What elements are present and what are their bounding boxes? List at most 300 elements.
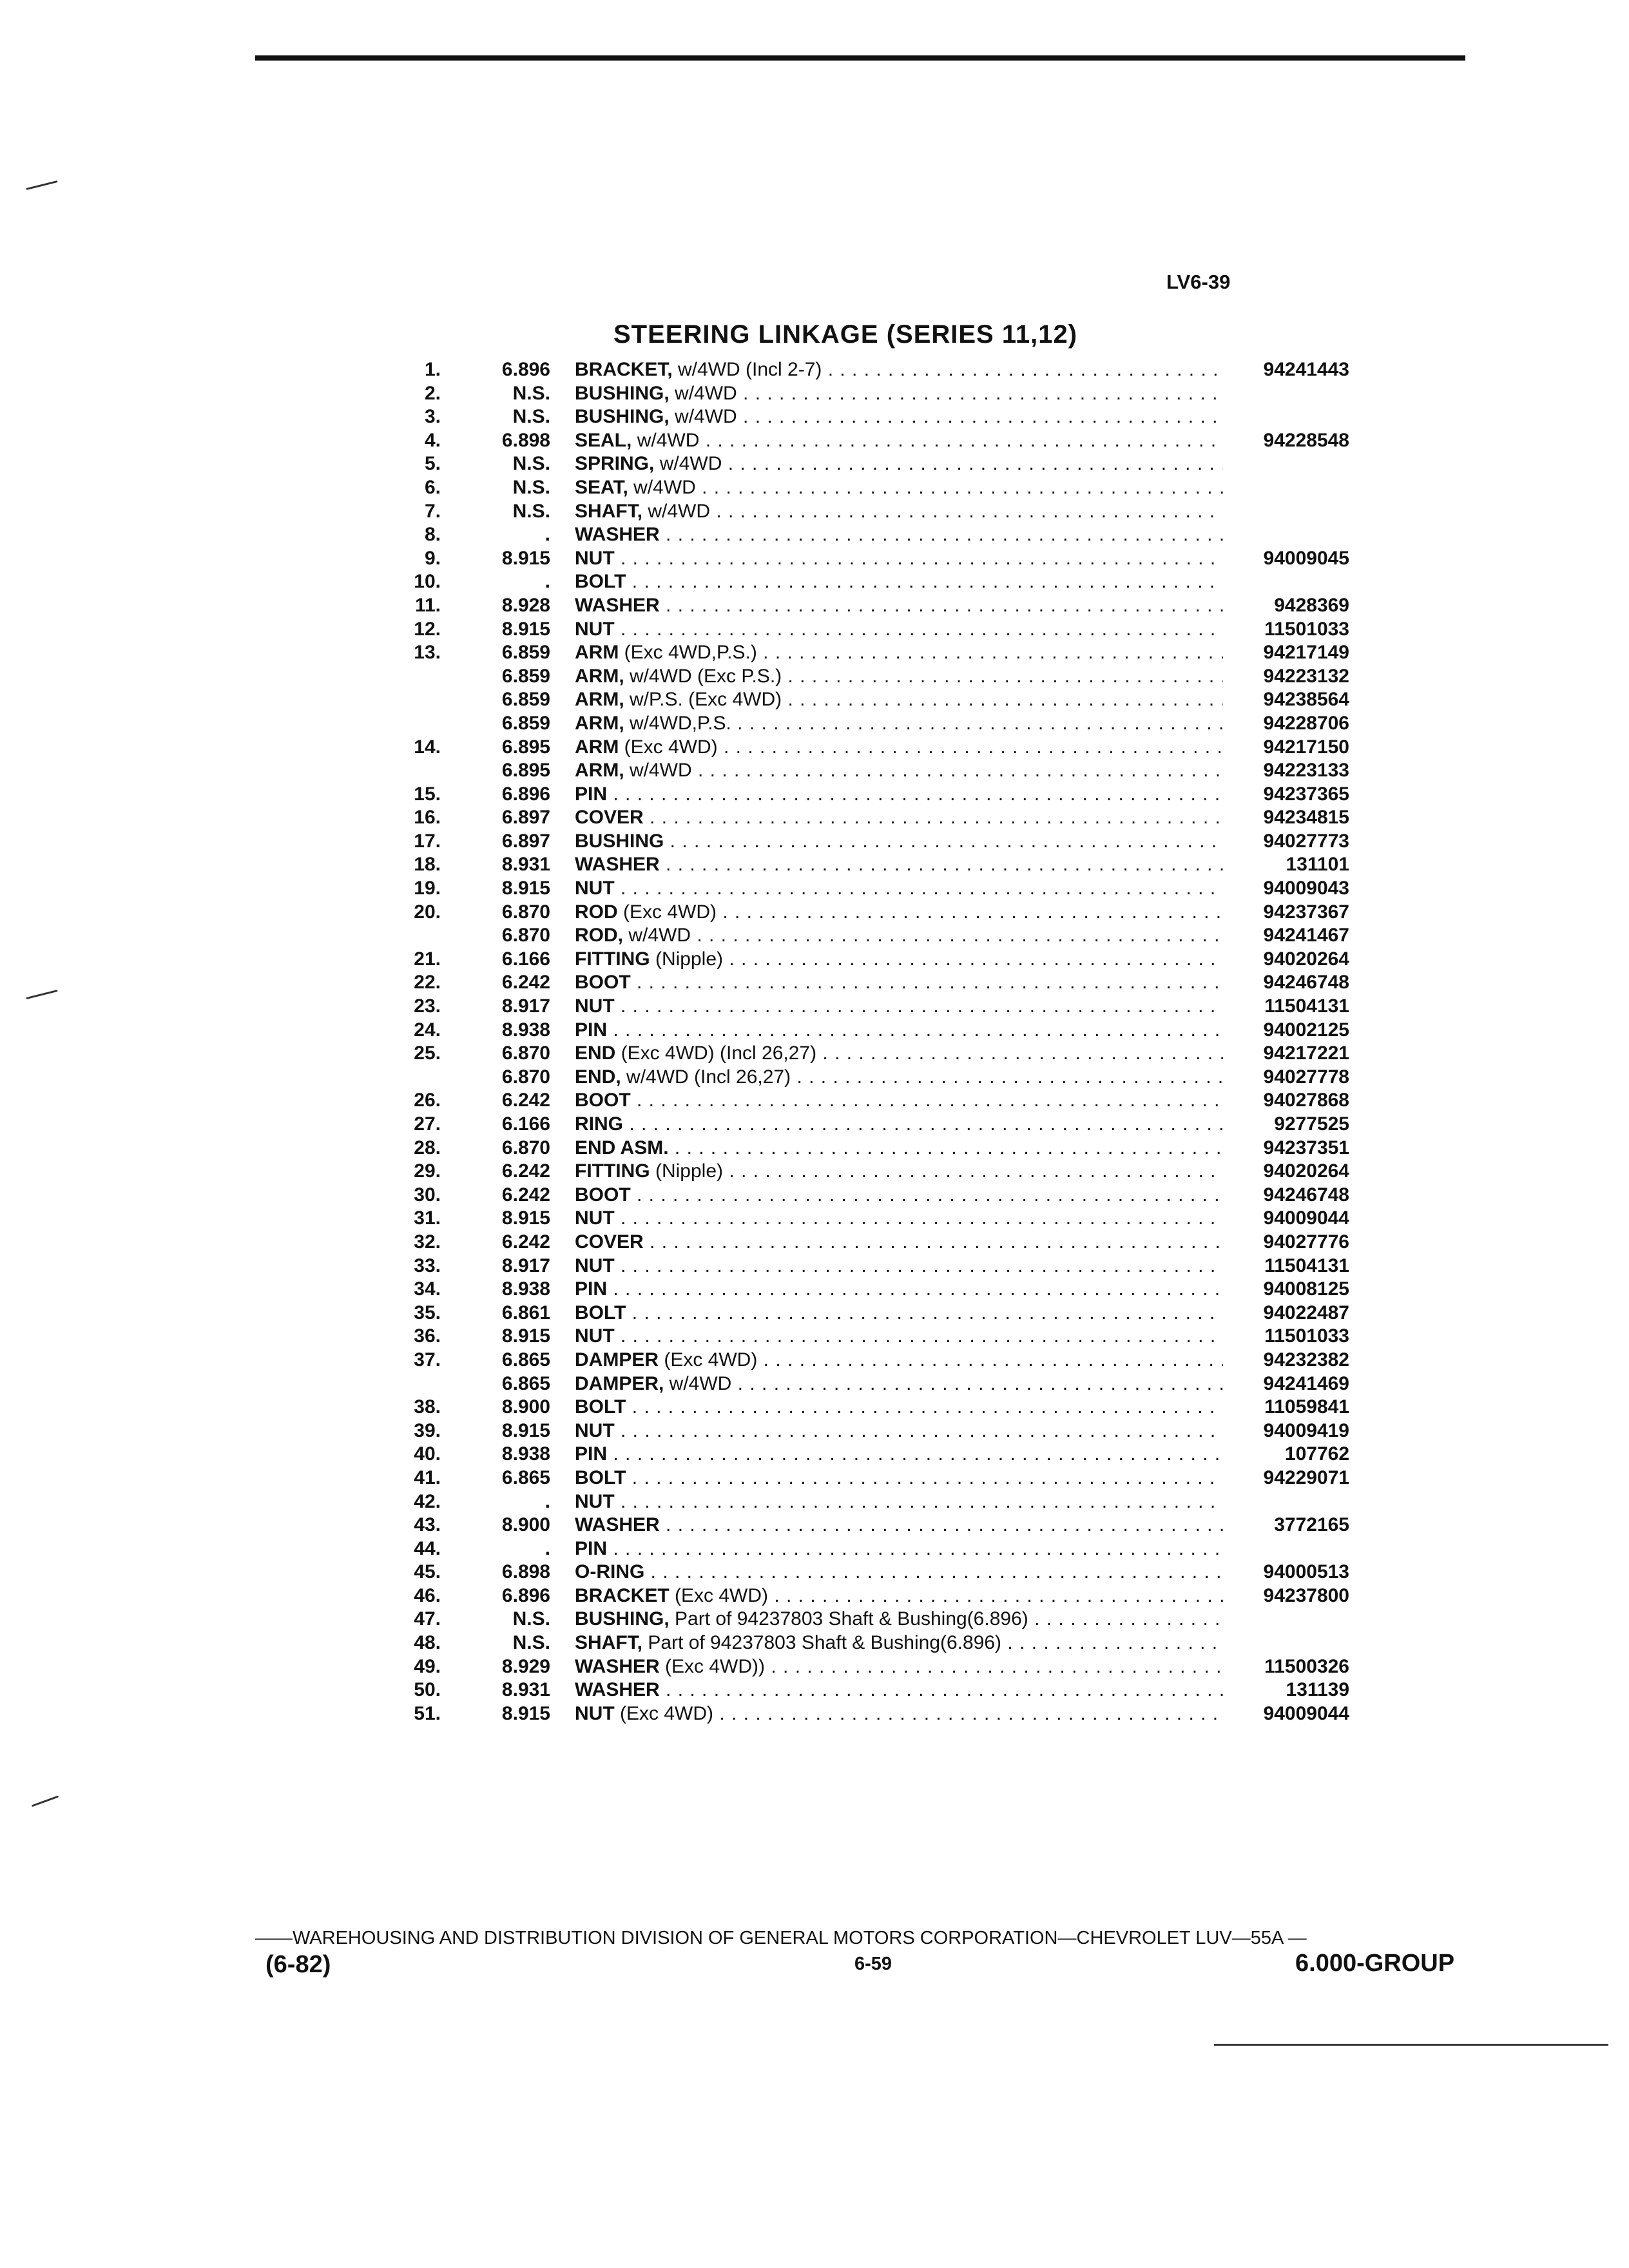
- part-row: [374, 1372, 1379, 1396]
- group-number: 6.859: [501, 642, 550, 664]
- description-cell: [575, 1325, 1223, 1348]
- group-number: 6.895: [501, 736, 550, 758]
- part-number: 94228706: [1263, 712, 1349, 734]
- item-number: 43.: [414, 1514, 441, 1536]
- description-cell: [575, 1372, 1223, 1396]
- part-name: ARM,: [575, 689, 624, 711]
- part-name: NUT: [575, 547, 615, 569]
- part-row: [374, 1302, 1379, 1325]
- part-description: [575, 1538, 607, 1559]
- part-row: [374, 1137, 1379, 1160]
- part-row: [374, 1066, 1379, 1090]
- part-number: 94228548: [1263, 429, 1349, 451]
- margin-mark: [26, 180, 57, 190]
- part-row: [374, 405, 1379, 429]
- part-row: [374, 688, 1379, 712]
- part-name: END,: [575, 1066, 621, 1088]
- part-number: 94009045: [1263, 547, 1349, 569]
- item-number: 27.: [414, 1113, 441, 1135]
- group-number: 8.917: [501, 1254, 550, 1276]
- group-number: 8.938: [501, 1443, 550, 1465]
- part-row: [374, 570, 1379, 594]
- part-number: 94246748: [1263, 1184, 1349, 1206]
- part-number: 94241469: [1263, 1372, 1349, 1394]
- part-name: ARM,: [575, 665, 624, 687]
- item-number: 13.: [414, 642, 441, 664]
- description-cell: [575, 1678, 1223, 1702]
- part-name: PIN: [575, 1019, 608, 1041]
- part-qualifier: w/4WD: [664, 1372, 732, 1394]
- part-row: [374, 736, 1379, 760]
- item-number: 1.: [424, 359, 441, 380]
- item-number: 6.: [424, 476, 441, 498]
- description-cell: [575, 358, 1223, 381]
- description-cell: [575, 405, 1223, 428]
- part-description: [575, 1608, 1028, 1629]
- item-number: 33.: [414, 1254, 441, 1276]
- footer-date: (6-82): [265, 1951, 331, 1978]
- part-description: [575, 1679, 660, 1700]
- part-number: 94009044: [1263, 1207, 1349, 1229]
- description-cell: [575, 382, 1223, 405]
- group-number: 6.242: [501, 1090, 550, 1111]
- description-cell: [575, 712, 1223, 735]
- description-cell: [575, 1561, 1223, 1584]
- item-number: 25.: [414, 1043, 441, 1064]
- part-number: 94022487: [1263, 1302, 1349, 1323]
- description-cell: [575, 523, 1223, 546]
- part-number: 11504131: [1264, 1254, 1349, 1276]
- description-cell: [575, 924, 1223, 947]
- item-number: 9.: [424, 547, 441, 569]
- part-qualifier: (Exc 4WD): [617, 901, 717, 923]
- group-number: 6.870: [501, 1066, 550, 1088]
- part-number: 94020264: [1263, 948, 1349, 970]
- part-description: [575, 1703, 713, 1724]
- part-name: BOOT: [575, 972, 631, 994]
- part-name: WASHER: [575, 1514, 660, 1536]
- part-name: ROD: [575, 901, 618, 923]
- part-qualifier: w/P.S. (Exc 4WD): [624, 689, 782, 711]
- group-number: 6.870: [501, 925, 550, 947]
- part-row: [374, 523, 1379, 547]
- description-cell: [575, 1278, 1223, 1301]
- part-number: 131139: [1286, 1679, 1349, 1701]
- item-number: 42.: [414, 1490, 441, 1512]
- part-description: [575, 760, 692, 781]
- part-row: [374, 806, 1379, 830]
- part-row: [374, 1466, 1379, 1490]
- description-cell: [575, 1537, 1223, 1561]
- part-name: NUT: [575, 878, 615, 899]
- part-description: [575, 524, 660, 545]
- part-row: [374, 877, 1379, 901]
- part-name: PIN: [575, 1443, 608, 1465]
- description-cell: [575, 1207, 1223, 1230]
- part-number: 94217149: [1263, 642, 1349, 664]
- part-description: [575, 1184, 631, 1206]
- item-number: 8.: [424, 524, 441, 546]
- part-name: NUT: [575, 1490, 615, 1512]
- group-number: 6.896: [501, 1584, 550, 1606]
- group-number: 8.938: [501, 1019, 550, 1041]
- part-name: BOLT: [575, 1396, 626, 1418]
- item-number: 24.: [414, 1019, 441, 1041]
- item-number: 19.: [414, 878, 441, 899]
- group-number: 6.865: [501, 1466, 550, 1488]
- description-cell: [575, 783, 1223, 806]
- part-name: BRACKET: [575, 1584, 670, 1606]
- part-qualifier: w/4WD: [623, 925, 691, 947]
- part-name: BOLT: [575, 1302, 626, 1323]
- part-number: 94237365: [1263, 783, 1349, 805]
- item-number: 41.: [414, 1466, 441, 1488]
- description-cell: [575, 1419, 1223, 1443]
- group-number: .: [545, 1537, 550, 1559]
- description-cell: [575, 1631, 1223, 1655]
- part-row: [374, 476, 1379, 500]
- group-number: 6.859: [501, 712, 550, 734]
- part-qualifier: (Exc 4WD): [659, 1349, 758, 1370]
- description-cell: [575, 1608, 1223, 1631]
- group-number: N.S.: [512, 453, 550, 475]
- item-number: 51.: [414, 1702, 441, 1724]
- part-description: [575, 1373, 731, 1394]
- part-description: [575, 453, 722, 474]
- group-number: 8.931: [501, 1679, 550, 1701]
- description-cell: [575, 971, 1223, 994]
- part-name: DAMPER: [575, 1349, 659, 1370]
- group-number: 6.898: [501, 429, 550, 451]
- group-number: 6.897: [501, 830, 550, 852]
- group-number: 6.166: [501, 1113, 550, 1135]
- description-cell: [575, 1089, 1223, 1112]
- part-row: [374, 1608, 1379, 1631]
- item-number: 46.: [414, 1584, 441, 1606]
- part-number: 94020264: [1263, 1160, 1349, 1182]
- part-qualifier: Part of 94237803 Shaft & Bushing(6.896): [669, 1608, 1028, 1630]
- item-number: 20.: [414, 901, 441, 923]
- part-number: 11501033: [1264, 618, 1349, 640]
- part-description: [575, 1656, 765, 1677]
- part-name: END ASM.: [575, 1137, 669, 1158]
- part-name: PIN: [575, 1278, 608, 1300]
- item-number: 11.: [414, 594, 441, 616]
- part-number: 94237351: [1263, 1137, 1349, 1158]
- part-name: SHAFT,: [575, 1632, 642, 1654]
- part-name: NUT: [575, 1254, 615, 1276]
- part-name: BRACKET,: [575, 359, 673, 380]
- part-row: [374, 1514, 1379, 1537]
- group-number: 8.915: [501, 618, 550, 640]
- part-row: [374, 783, 1379, 807]
- part-qualifier: (Nipple): [650, 948, 724, 970]
- description-cell: [575, 1349, 1223, 1372]
- part-row: [374, 1325, 1379, 1349]
- part-number: 94027778: [1263, 1066, 1349, 1088]
- part-name: BUSHING,: [575, 406, 670, 428]
- part-number: 94217150: [1263, 736, 1349, 758]
- part-number: 94238564: [1263, 689, 1349, 711]
- part-row: [374, 358, 1379, 382]
- part-number: 94241467: [1263, 925, 1349, 947]
- footer-page-number: 6-59: [854, 1954, 892, 1974]
- part-name: WASHER: [575, 854, 660, 876]
- description-cell: [575, 1396, 1223, 1419]
- part-name: NUT: [575, 1702, 615, 1724]
- group-number: 6.870: [501, 1043, 550, 1064]
- part-qualifier: w/4WD: [654, 453, 722, 475]
- item-number: 47.: [414, 1608, 441, 1630]
- part-description: [575, 1090, 631, 1111]
- part-row: [374, 429, 1379, 453]
- part-qualifier: Part of 94237803 Shaft & Bushing(6.896): [642, 1632, 1002, 1654]
- part-description: [575, 1255, 615, 1276]
- part-description: [575, 1066, 791, 1088]
- margin-mark: [32, 1796, 59, 1807]
- part-name: BUSHING,: [575, 1608, 670, 1630]
- group-number: .: [545, 1490, 550, 1512]
- description-cell: [575, 1184, 1223, 1207]
- part-description: [575, 1443, 607, 1465]
- item-number: 29.: [414, 1160, 441, 1182]
- part-row: [374, 1019, 1379, 1043]
- item-number: 32.: [414, 1231, 441, 1253]
- part-name: BUSHING: [575, 830, 664, 852]
- page-code: LV6-39: [1166, 271, 1231, 293]
- part-name: ARM: [575, 642, 619, 664]
- description-cell: [575, 853, 1223, 876]
- part-description: [575, 595, 660, 616]
- part-description: [575, 430, 699, 451]
- part-description: [575, 1160, 723, 1182]
- description-cell: [575, 1019, 1223, 1042]
- part-number: 94009043: [1263, 878, 1349, 899]
- group-number: 6.865: [501, 1372, 550, 1394]
- part-row: [374, 547, 1379, 571]
- group-number: 8.915: [501, 1702, 550, 1724]
- part-row: [374, 1561, 1379, 1584]
- part-row: [374, 1207, 1379, 1231]
- part-name: WASHER: [575, 1679, 660, 1701]
- part-description: [575, 1491, 615, 1512]
- group-number: 6.859: [501, 665, 550, 687]
- description-cell: [575, 1302, 1223, 1325]
- part-number: 94229071: [1263, 1466, 1349, 1488]
- part-name: ROD,: [575, 925, 623, 947]
- description-cell: [575, 1443, 1223, 1466]
- part-description: [575, 619, 615, 640]
- description-cell: [575, 570, 1223, 593]
- part-row: [374, 452, 1379, 476]
- group-number: 8.915: [501, 547, 550, 569]
- part-description: [575, 995, 615, 1017]
- description-cell: [575, 736, 1223, 759]
- part-description: [575, 1325, 615, 1347]
- part-name: WASHER: [575, 594, 660, 616]
- description-cell: [575, 618, 1223, 641]
- part-name: END: [575, 1043, 616, 1064]
- part-qualifier: w/4WD: [642, 500, 710, 522]
- part-row: [374, 1231, 1379, 1254]
- description-cell: [575, 1066, 1223, 1089]
- part-number: 94027868: [1263, 1090, 1349, 1111]
- item-number: 38.: [414, 1396, 441, 1418]
- item-number: 31.: [414, 1207, 441, 1229]
- group-number: 6.166: [501, 948, 550, 970]
- item-number: 49.: [414, 1655, 441, 1677]
- group-number: 8.900: [501, 1514, 550, 1536]
- part-number: 94232382: [1263, 1349, 1349, 1370]
- part-row: [374, 1278, 1379, 1302]
- part-description: [575, 831, 664, 852]
- description-cell: [575, 1160, 1223, 1183]
- group-number: N.S.: [512, 500, 550, 522]
- part-name: PIN: [575, 1537, 608, 1559]
- part-row: [374, 500, 1379, 524]
- group-number: 6.870: [501, 901, 550, 923]
- part-description: [575, 1019, 607, 1041]
- part-qualifier: (Exc 4WD) (Incl 26,27): [615, 1043, 817, 1064]
- part-qualifier: w/4WD: [669, 406, 737, 428]
- description-cell: [575, 759, 1223, 782]
- description-cell: [575, 995, 1223, 1018]
- item-number: 34.: [414, 1278, 441, 1300]
- part-number: 94241443: [1263, 359, 1349, 380]
- item-number: 17.: [414, 830, 441, 852]
- part-name: DAMPER,: [575, 1372, 664, 1394]
- item-number: 5.: [424, 453, 441, 475]
- part-description: [575, 1585, 768, 1606]
- group-number: N.S.: [512, 1608, 550, 1630]
- group-number: 6.861: [501, 1302, 550, 1323]
- part-name: ARM,: [575, 712, 624, 734]
- group-number: N.S.: [512, 382, 550, 404]
- part-description: [575, 1420, 615, 1441]
- part-name: NUT: [575, 1419, 615, 1441]
- part-qualifier: w/4WD: [669, 382, 737, 404]
- part-description: [575, 548, 615, 569]
- margin-mark: [26, 990, 57, 999]
- part-row: [374, 1678, 1379, 1702]
- part-row: [374, 618, 1379, 642]
- description-cell: [575, 500, 1223, 523]
- part-number: 94002125: [1263, 1019, 1349, 1041]
- group-number: 6.242: [501, 972, 550, 994]
- item-number: 45.: [414, 1561, 441, 1583]
- part-row: [374, 594, 1379, 618]
- part-name: NUT: [575, 618, 615, 640]
- part-qualifier: w/4WD (Incl 2-7): [672, 359, 822, 380]
- item-number: 39.: [414, 1419, 441, 1441]
- part-number: 94217221: [1263, 1043, 1349, 1064]
- part-row: [374, 1160, 1379, 1184]
- item-number: 22.: [414, 972, 441, 994]
- part-row: [374, 1702, 1379, 1726]
- group-number: 6.242: [501, 1184, 550, 1206]
- part-qualifier: w/4WD (Exc P.S.): [624, 665, 782, 687]
- item-number: 23.: [414, 995, 441, 1017]
- description-cell: [575, 1514, 1223, 1537]
- group-number: 8.915: [501, 1207, 550, 1229]
- part-name: BOLT: [575, 1466, 626, 1488]
- part-name: SEAT,: [575, 476, 628, 498]
- part-name: FITTING: [575, 1160, 650, 1182]
- part-description: [575, 948, 723, 970]
- part-description: [575, 1207, 615, 1229]
- group-number: 6.859: [501, 689, 550, 711]
- group-number: 6.895: [501, 760, 550, 782]
- part-description: [575, 689, 782, 710]
- part-row: [374, 924, 1379, 948]
- part-description: [575, 571, 626, 592]
- part-description: [575, 1349, 757, 1370]
- part-row: [374, 665, 1379, 689]
- part-description: [575, 807, 644, 828]
- part-qualifier: (Exc 4WD): [669, 1584, 768, 1606]
- item-number: 37.: [414, 1349, 441, 1370]
- description-cell: [575, 547, 1223, 570]
- part-name: WASHER: [575, 1655, 660, 1677]
- group-number: 6.896: [501, 783, 550, 805]
- part-description: [575, 477, 696, 498]
- group-number: 8.931: [501, 854, 550, 876]
- part-row: [374, 712, 1379, 736]
- part-number: 11501033: [1264, 1325, 1349, 1347]
- part-row: [374, 1443, 1379, 1466]
- description-cell: [575, 830, 1223, 853]
- part-number: 94027776: [1263, 1231, 1349, 1253]
- parts-list: [374, 358, 1379, 1725]
- description-cell: [575, 1042, 1223, 1065]
- part-row: [374, 1089, 1379, 1113]
- item-number: 10.: [414, 571, 441, 593]
- description-cell: [575, 1254, 1223, 1278]
- part-row: [374, 1184, 1379, 1207]
- group-number: 6.865: [501, 1349, 550, 1370]
- part-name: SEAL,: [575, 429, 632, 451]
- part-description: [575, 1514, 660, 1535]
- group-number: 6.242: [501, 1231, 550, 1253]
- part-description: [575, 359, 822, 380]
- part-row: [374, 1254, 1379, 1278]
- group-number: 8.928: [501, 594, 550, 616]
- part-description: [575, 1561, 644, 1582]
- part-name: COVER: [575, 1231, 644, 1253]
- footer-group: 6.000-GROUP: [1295, 1950, 1455, 1977]
- part-description: [575, 1231, 644, 1253]
- description-cell: [575, 901, 1223, 924]
- part-description: [575, 1467, 626, 1488]
- group-number: .: [545, 524, 550, 546]
- part-name: ARM: [575, 736, 619, 758]
- part-name: BOOT: [575, 1184, 631, 1206]
- part-number: 11504131: [1264, 995, 1349, 1017]
- description-cell: [575, 1584, 1223, 1608]
- part-row: [374, 1419, 1379, 1443]
- part-qualifier: w/4WD: [624, 760, 692, 782]
- part-row: [374, 1113, 1379, 1137]
- part-qualifier: w/4WD: [631, 429, 700, 451]
- item-number: 4.: [424, 429, 441, 451]
- part-row: [374, 1042, 1379, 1066]
- item-number: 44.: [414, 1537, 441, 1559]
- part-row: [374, 382, 1379, 406]
- group-number: 6.896: [501, 359, 550, 380]
- part-name: NUT: [575, 1207, 615, 1229]
- item-number: 40.: [414, 1443, 441, 1465]
- group-number: 6.898: [501, 1561, 550, 1583]
